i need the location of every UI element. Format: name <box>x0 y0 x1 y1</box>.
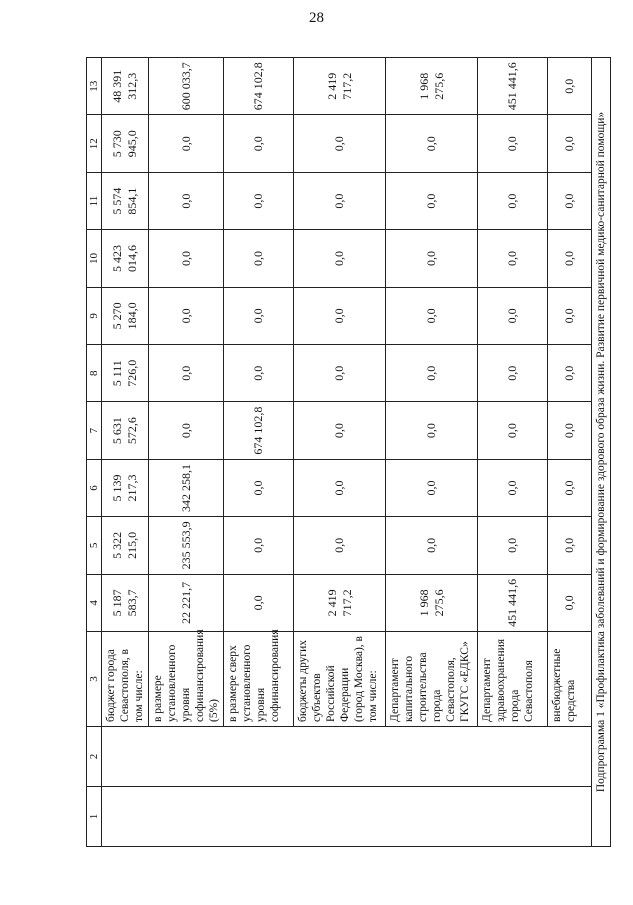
page-number: 28 <box>309 10 324 26</box>
value-cell: 0,0 <box>224 287 294 344</box>
column-number: 13 <box>87 58 102 115</box>
value-cell: 5 423 014,6 <box>102 230 149 287</box>
value-cell: 0,0 <box>294 230 386 287</box>
value-cell: 0,0 <box>478 115 548 172</box>
value-cell: 600 033,7 <box>149 58 224 115</box>
row-label: в размере установленного уровня софинансирования (5%) <box>149 632 224 727</box>
column-number: 7 <box>87 402 102 459</box>
value-cell: 5 270 184,0 <box>102 287 149 344</box>
value-cell: 0,0 <box>224 115 294 172</box>
row-label: внебюджетные средства <box>548 632 592 727</box>
value-cell: 0,0 <box>386 517 478 574</box>
value-cell: 48 391 312,3 <box>102 58 149 115</box>
value-cell: 0,0 <box>386 115 478 172</box>
column-number: 5 <box>87 517 102 574</box>
row-label: в размере сверх установленного уровня софинансирования <box>224 632 294 727</box>
value-cell: 1 968 275,6 <box>386 574 478 631</box>
column-number: 11 <box>87 172 102 229</box>
value-cell: 0,0 <box>478 287 548 344</box>
value-cell: 0,0 <box>149 345 224 402</box>
value-cell: 5 631 572,6 <box>102 402 149 459</box>
value-cell: 5 187 583,7 <box>102 574 149 631</box>
column-number: 12 <box>87 115 102 172</box>
value-cell: 235 553,9 <box>149 517 224 574</box>
value-cell: 0,0 <box>548 115 592 172</box>
value-cell: 0,0 <box>548 402 592 459</box>
rotated-table-container <box>86 57 607 847</box>
value-cell: 674 102,8 <box>224 402 294 459</box>
value-cell: 5 730 945,0 <box>102 115 149 172</box>
value-cell: 5 111 726,0 <box>102 345 149 402</box>
value-cell: 0,0 <box>386 172 478 229</box>
col-1-cell <box>102 787 592 847</box>
table-row <box>102 58 149 847</box>
value-cell: 0,0 <box>386 287 478 344</box>
value-cell: 0,0 <box>224 459 294 516</box>
value-cell: 0,0 <box>386 230 478 287</box>
value-cell: 0,0 <box>548 459 592 516</box>
column-number: 4 <box>87 574 102 631</box>
value-cell: 0,0 <box>224 574 294 631</box>
value-cell: 0,0 <box>149 172 224 229</box>
value-cell: 674 102,8 <box>224 58 294 115</box>
value-cell: 0,0 <box>149 287 224 344</box>
column-number-row <box>87 58 102 847</box>
value-cell: 0,0 <box>548 517 592 574</box>
value-cell: 0,0 <box>294 402 386 459</box>
value-cell: 2 419 717,2 <box>294 58 386 115</box>
value-cell: 451 441,6 <box>478 58 548 115</box>
value-cell: 0,0 <box>149 230 224 287</box>
value-cell: 0,0 <box>548 172 592 229</box>
value-cell: 0,0 <box>224 345 294 402</box>
row-label: Департамент капитального строительства города Севастополя, ГКУГС «ЕДКС» <box>386 632 478 727</box>
column-number: 9 <box>87 287 102 344</box>
value-cell: 0,0 <box>478 172 548 229</box>
value-cell: 1 968 275,6 <box>386 58 478 115</box>
value-cell: 0,0 <box>149 115 224 172</box>
value-cell: 0,0 <box>149 402 224 459</box>
value-cell: 0,0 <box>224 172 294 229</box>
value-cell: 0,0 <box>478 345 548 402</box>
col-2-cell <box>102 727 592 787</box>
value-cell: 0,0 <box>386 459 478 516</box>
value-cell: 0,0 <box>294 517 386 574</box>
value-cell: 0,0 <box>548 287 592 344</box>
value-cell: 0,0 <box>294 459 386 516</box>
value-cell: 0,0 <box>224 517 294 574</box>
value-cell: 0,0 <box>386 402 478 459</box>
value-cell: 342 258,1 <box>149 459 224 516</box>
row-label: Департамент здравоохранения города Севастополя <box>478 632 548 727</box>
value-cell: 0,0 <box>386 345 478 402</box>
value-cell: 0,0 <box>294 172 386 229</box>
row-label: бюджеты других субъектов Российской Федерации (город Москва), в том числе: <box>294 632 386 727</box>
column-number: 1 <box>87 787 102 847</box>
value-cell: 0,0 <box>548 230 592 287</box>
column-number: 8 <box>87 345 102 402</box>
column-number: 6 <box>87 459 102 516</box>
row-label: бюджет города Севастополя, в том числе: <box>102 632 149 727</box>
value-cell: 0,0 <box>294 115 386 172</box>
value-cell: 0,0 <box>294 345 386 402</box>
value-cell: 22 221,7 <box>149 574 224 631</box>
value-cell: 0,0 <box>548 574 592 631</box>
value-cell: 0,0 <box>478 230 548 287</box>
subprogram-title: Подпрограмма 1 «Профилактика заболеваний и формирование здорового образа жизни. Развитие первичной медико-санитарной помощи» <box>592 58 611 847</box>
value-cell: 5 574 854,1 <box>102 172 149 229</box>
budget-table <box>86 57 611 847</box>
value-cell: 5 322 215,0 <box>102 517 149 574</box>
subprogram-row <box>592 58 611 847</box>
column-number: 3 <box>87 632 102 727</box>
value-cell: 0,0 <box>478 459 548 516</box>
value-cell: 0,0 <box>478 517 548 574</box>
value-cell: 451 441,6 <box>478 574 548 631</box>
value-cell: 0,0 <box>478 402 548 459</box>
value-cell: 0,0 <box>224 230 294 287</box>
value-cell: 2 419 717,2 <box>294 574 386 631</box>
value-cell: 0,0 <box>548 58 592 115</box>
value-cell: 5 139 217,3 <box>102 459 149 516</box>
value-cell: 0,0 <box>294 287 386 344</box>
column-number: 10 <box>87 230 102 287</box>
value-cell: 0,0 <box>548 345 592 402</box>
column-number: 2 <box>87 727 102 787</box>
